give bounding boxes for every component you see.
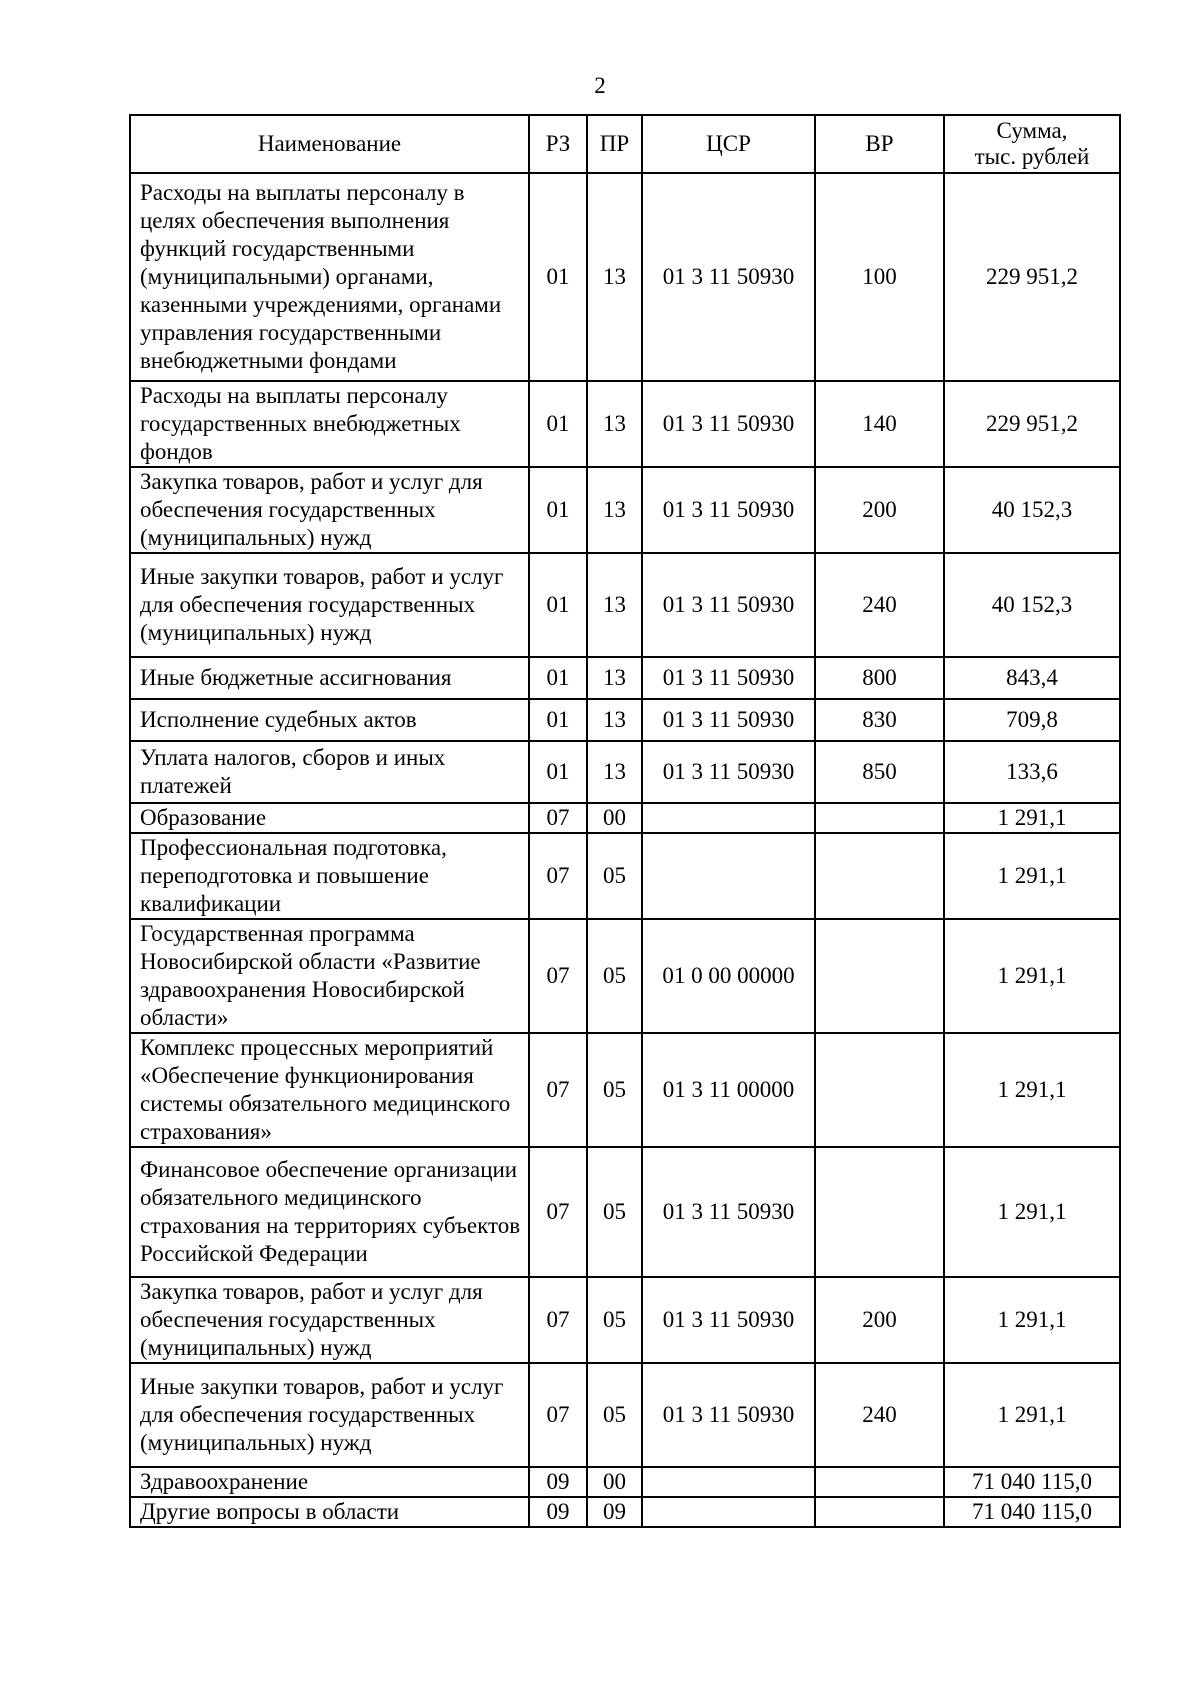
- table-row: [130, 553, 1120, 657]
- table-row: [130, 381, 1120, 467]
- table-row: [130, 1363, 1120, 1467]
- cell-csr: 01 3 11 50930: [642, 467, 815, 553]
- cell-sum: 1 291,1: [944, 1363, 1120, 1467]
- budget-table: [129, 114, 1121, 1528]
- cell-vr: 830: [815, 699, 944, 741]
- table-row: [130, 657, 1120, 699]
- cell-sum: 1 291,1: [944, 803, 1120, 833]
- cell-rz: 01: [529, 553, 587, 657]
- cell-csr: 01 3 11 50930: [642, 699, 815, 741]
- header-csr: ЦСР: [642, 115, 815, 173]
- cell-rz: 07: [529, 1147, 587, 1277]
- cell-vr: [815, 803, 944, 833]
- cell-vr: [815, 833, 944, 919]
- cell-name: Расходы на выплаты персоналу государственных внебюджетных фондов: [130, 381, 529, 467]
- cell-name: Образование: [130, 803, 529, 833]
- cell-name: Расходы на выплаты персоналу в целях обеспечения выполнения функций государственными (муниципальными) органами, казенными учреждениями, органами управления государственными внебюджетными фондами: [130, 173, 529, 381]
- cell-pr: 09: [587, 1497, 642, 1527]
- cell-pr: 05: [587, 1147, 642, 1277]
- cell-pr: 05: [587, 1363, 642, 1467]
- cell-name: Иные закупки товаров, работ и услуг для обеспечения государственных (муниципальных) нужд: [130, 553, 529, 657]
- cell-csr: 01 3 11 50930: [642, 1147, 815, 1277]
- cell-sum: 71 040 115,0: [944, 1497, 1120, 1527]
- cell-pr: 05: [587, 1277, 642, 1363]
- cell-name: Иные бюджетные ассигнования: [130, 657, 529, 699]
- cell-pr: 00: [587, 1467, 642, 1497]
- table-row: [130, 833, 1120, 919]
- table-row: [130, 803, 1120, 833]
- cell-rz: 07: [529, 1033, 587, 1147]
- table-row: [130, 1033, 1120, 1147]
- table-row: [130, 1467, 1120, 1497]
- header-pr: ПР: [587, 115, 642, 173]
- header-rz: РЗ: [529, 115, 587, 173]
- table-row: [130, 919, 1120, 1033]
- cell-vr: [815, 919, 944, 1033]
- cell-csr: 01 3 11 50930: [642, 1277, 815, 1363]
- cell-sum: 709,8: [944, 699, 1120, 741]
- cell-csr: 01 3 11 50930: [642, 381, 815, 467]
- cell-pr: 05: [587, 1033, 642, 1147]
- header-sum-line2: тыс. рублей: [974, 144, 1090, 169]
- table-row: [130, 1497, 1120, 1527]
- cell-csr: 01 3 11 00000: [642, 1033, 815, 1147]
- cell-name: Иные закупки товаров, работ и услуг для обеспечения государственных (муниципальных) нужд: [130, 1363, 529, 1467]
- cell-vr: 100: [815, 173, 944, 381]
- cell-sum: 229 951,2: [944, 381, 1120, 467]
- header-sum: [944, 115, 1120, 173]
- page-number: 2: [594, 73, 606, 98]
- cell-name: Здравоохранение: [130, 1467, 529, 1497]
- table-row: [130, 741, 1120, 803]
- cell-rz: 09: [529, 1497, 587, 1527]
- cell-csr: [642, 833, 815, 919]
- cell-rz: 07: [529, 1277, 587, 1363]
- cell-csr: 01 3 11 50930: [642, 173, 815, 381]
- cell-sum: 40 152,3: [944, 467, 1120, 553]
- cell-sum: 1 291,1: [944, 833, 1120, 919]
- cell-sum: 1 291,1: [944, 1147, 1120, 1277]
- cell-pr: 13: [587, 467, 642, 553]
- cell-rz: 01: [529, 741, 587, 803]
- cell-vr: 200: [815, 467, 944, 553]
- cell-pr: 13: [587, 657, 642, 699]
- cell-pr: 13: [587, 553, 642, 657]
- header-name: Наименование: [130, 115, 529, 173]
- cell-rz: 07: [529, 833, 587, 919]
- cell-pr: 13: [587, 381, 642, 467]
- cell-rz: 09: [529, 1467, 587, 1497]
- header-vr: ВР: [815, 115, 944, 173]
- cell-sum: 133,6: [944, 741, 1120, 803]
- cell-sum: 1 291,1: [944, 919, 1120, 1033]
- table-row: [130, 1277, 1120, 1363]
- cell-pr: 13: [587, 699, 642, 741]
- header-sum-line1: Сумма,: [996, 118, 1068, 143]
- cell-csr: 01 3 11 50930: [642, 553, 815, 657]
- cell-rz: 07: [529, 803, 587, 833]
- table-row: [130, 1147, 1120, 1277]
- cell-vr: 800: [815, 657, 944, 699]
- cell-name: Финансовое обеспечение организации обязательного медицинского страхования на территориях субъектов Российской Федерации: [130, 1147, 529, 1277]
- table-row: [130, 699, 1120, 741]
- cell-csr: 01 3 11 50930: [642, 741, 815, 803]
- cell-csr: 01 3 11 50930: [642, 1363, 815, 1467]
- cell-sum: 71 040 115,0: [944, 1467, 1120, 1497]
- cell-vr: 200: [815, 1277, 944, 1363]
- table-row: [130, 173, 1120, 381]
- cell-name: Уплата налогов, сборов и иных платежей: [130, 741, 529, 803]
- table-header-row: [130, 115, 1120, 173]
- cell-pr: 13: [587, 173, 642, 381]
- cell-rz: 07: [529, 1363, 587, 1467]
- cell-name: Закупка товаров, работ и услуг для обеспечения государственных (муниципальных) нужд: [130, 467, 529, 553]
- cell-rz: 01: [529, 173, 587, 381]
- cell-name: Комплекс процессных мероприятий «Обеспечение функционирования системы обязательного медицинского страхования»: [130, 1033, 529, 1147]
- cell-csr: [642, 1497, 815, 1527]
- cell-csr: [642, 803, 815, 833]
- cell-vr: [815, 1033, 944, 1147]
- cell-name: Другие вопросы в области: [130, 1497, 529, 1527]
- cell-vr: 850: [815, 741, 944, 803]
- cell-name: Профессиональная подготовка, переподготовка и повышение квалификации: [130, 833, 529, 919]
- cell-sum: 1 291,1: [944, 1033, 1120, 1147]
- cell-vr: 240: [815, 1363, 944, 1467]
- cell-name: Государственная программа Новосибирской области «Развитие здравоохранения Новосибирской области»: [130, 919, 529, 1033]
- table-row: [130, 467, 1120, 553]
- cell-rz: 01: [529, 381, 587, 467]
- cell-vr: [815, 1147, 944, 1277]
- cell-csr: [642, 1467, 815, 1497]
- cell-sum: 843,4: [944, 657, 1120, 699]
- cell-pr: 05: [587, 919, 642, 1033]
- cell-csr: 01 3 11 50930: [642, 657, 815, 699]
- cell-pr: 00: [587, 803, 642, 833]
- cell-pr: 05: [587, 833, 642, 919]
- cell-csr: 01 0 00 00000: [642, 919, 815, 1033]
- cell-name: Исполнение судебных актов: [130, 699, 529, 741]
- cell-rz: 01: [529, 699, 587, 741]
- cell-rz: 07: [529, 919, 587, 1033]
- cell-sum: 229 951,2: [944, 173, 1120, 381]
- cell-sum: 40 152,3: [944, 553, 1120, 657]
- cell-rz: 01: [529, 657, 587, 699]
- cell-vr: [815, 1497, 944, 1527]
- cell-pr: 13: [587, 741, 642, 803]
- cell-vr: [815, 1467, 944, 1497]
- cell-vr: 240: [815, 553, 944, 657]
- cell-rz: 01: [529, 467, 587, 553]
- cell-name: Закупка товаров, работ и услуг для обеспечения государственных (муниципальных) нужд: [130, 1277, 529, 1363]
- cell-sum: 1 291,1: [944, 1277, 1120, 1363]
- cell-vr: 140: [815, 381, 944, 467]
